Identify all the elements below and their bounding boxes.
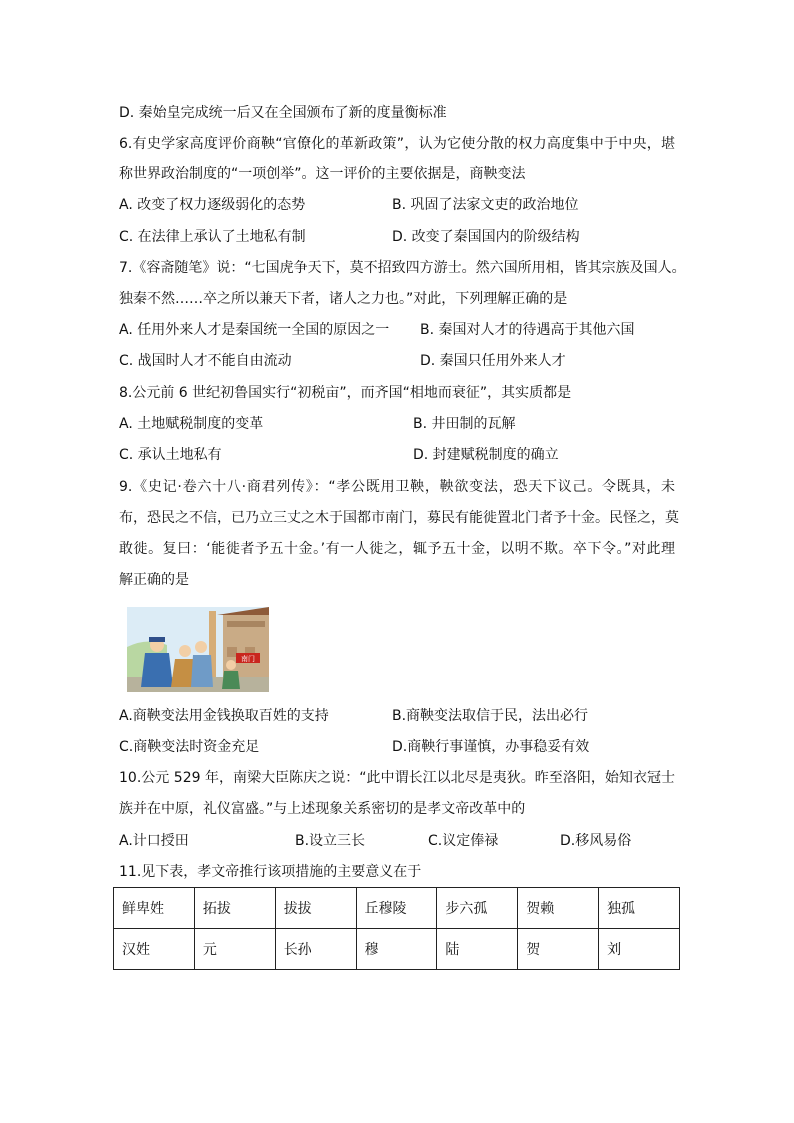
q6-option-a: A. 改变了权力逐级弱化的态势 (119, 197, 306, 213)
table-row (114, 929, 680, 970)
q11-stem-line1: 11.见下表，孝文帝推行该项措施的主要意义在于 (119, 864, 422, 880)
table-cell: 元 (194, 929, 275, 970)
q7-option-a: A. 任用外来人才是秦国统一全国的原因之一 (119, 322, 390, 338)
q9-option-d: D.商鞅行事谨慎，办事稳妥有效 (392, 739, 590, 755)
q9-stem-line1: 9.《史记·卷六十八·商君列传》：“孝公既用卫鞅，鞅欲变法，恐天下议己。令既具，未 (119, 479, 675, 495)
table-cell: 长孙 (275, 929, 356, 970)
q6-option-d: D. 改变了秦国国内的阶级结构 (392, 229, 580, 245)
q7-option-d: D. 秦国只任用外来人才 (420, 353, 566, 369)
q8-option-a: A. 土地赋税制度的变革 (119, 416, 264, 432)
table-cell: 鲜卑姓 (114, 888, 195, 929)
q9-illustration (127, 607, 269, 692)
q10-stem-line1: 10.公元 529 年，南梁大臣陈庆之说：“此中谓长江以北尽是夷狄。昨至洛阳，始知衣冠士 (119, 770, 675, 786)
q7-option-c: C. 战国时人才不能自由流动 (119, 353, 292, 369)
table-cell: 拔拔 (275, 888, 356, 929)
q9-option-a: A.商鞅变法用金钱换取百姓的支持 (119, 708, 329, 724)
q6-stem-line2: 称世界政治制度的“一项创举”。这一评价的主要依据是，商鞅变法 (119, 166, 526, 182)
table-cell: 丘穆陵 (356, 888, 437, 929)
q9-option-b: B.商鞅变法取信于民，法出必行 (392, 708, 589, 724)
q10-option-b: B.设立三长 (295, 833, 366, 849)
q10-option-c: C.议定俸禄 (428, 833, 499, 849)
table-cell: 刘 (599, 929, 680, 970)
q10-option-d: D.移风易俗 (560, 833, 632, 849)
q7-stem-line2: 独秦不然……卒之所以兼天下者，诸人之力也。”对此，下列理解正确的是 (119, 291, 568, 307)
surname-table (113, 887, 680, 970)
city-gate-sign: 南门 (241, 655, 255, 663)
table-cell: 穆 (356, 929, 437, 970)
q8-option-b: B. 井田制的瓦解 (413, 416, 516, 432)
table-cell: 贺赖 (518, 888, 599, 929)
table-cell: 陆 (437, 929, 518, 970)
table-cell: 贺 (518, 929, 599, 970)
q6-stem-line1: 6.有史学家高度评价商鞅“官僚化的革新政策”，认为它使分散的权力高度集中于中央，堪 (119, 136, 675, 152)
table-cell: 步六孤 (437, 888, 518, 929)
q8-stem-line1: 8.公元前 6 世纪初鲁国实行“初税亩”，而齐国“相地而衰征”，其实质都是 (119, 385, 572, 401)
table-cell: 拓拔 (194, 888, 275, 929)
q8-option-c: C. 承认土地私有 (119, 447, 222, 463)
q9-stem-line3: 敢徙。复曰：‘能徙者予五十金。’有一人徙之，辄予五十金，以明不欺。卒下令。”对此理 (119, 541, 675, 557)
q10-stem-line2: 族并在中原，礼仪富盛。”与上述现象关系密切的是孝文帝改革中的 (119, 801, 526, 817)
table-row (114, 888, 680, 929)
table-cell: 独孤 (599, 888, 680, 929)
q6-option-c: C. 在法律上承认了土地私有制 (119, 229, 306, 245)
q8-option-d: D. 封建赋税制度的确立 (413, 447, 559, 463)
q9-stem-line4: 解正确的是 (119, 572, 189, 588)
q5-option-d: D. 秦始皇完成统一后又在全国颁布了新的度量衡标准 (119, 105, 447, 121)
q9-stem-line2: 布，恐民之不信，已乃立三丈之木于国都市南门，募民有能徙置北门者予十金。民怪之，莫 (119, 510, 679, 526)
q9-option-c: C.商鞅变法时资金充足 (119, 739, 260, 755)
q10-option-a: A.计口授田 (119, 833, 189, 849)
q6-option-b: B. 巩固了法家文吏的政治地位 (392, 197, 579, 213)
q7-option-b: B. 秦国对人才的待遇高于其他六国 (420, 322, 635, 338)
q7-stem-line1: 7.《容斋随笔》说：“七国虎争天下，莫不招致四方游士。然六国所用相，皆其宗族及国人。 (119, 260, 686, 276)
table-cell: 汉姓 (114, 929, 195, 970)
